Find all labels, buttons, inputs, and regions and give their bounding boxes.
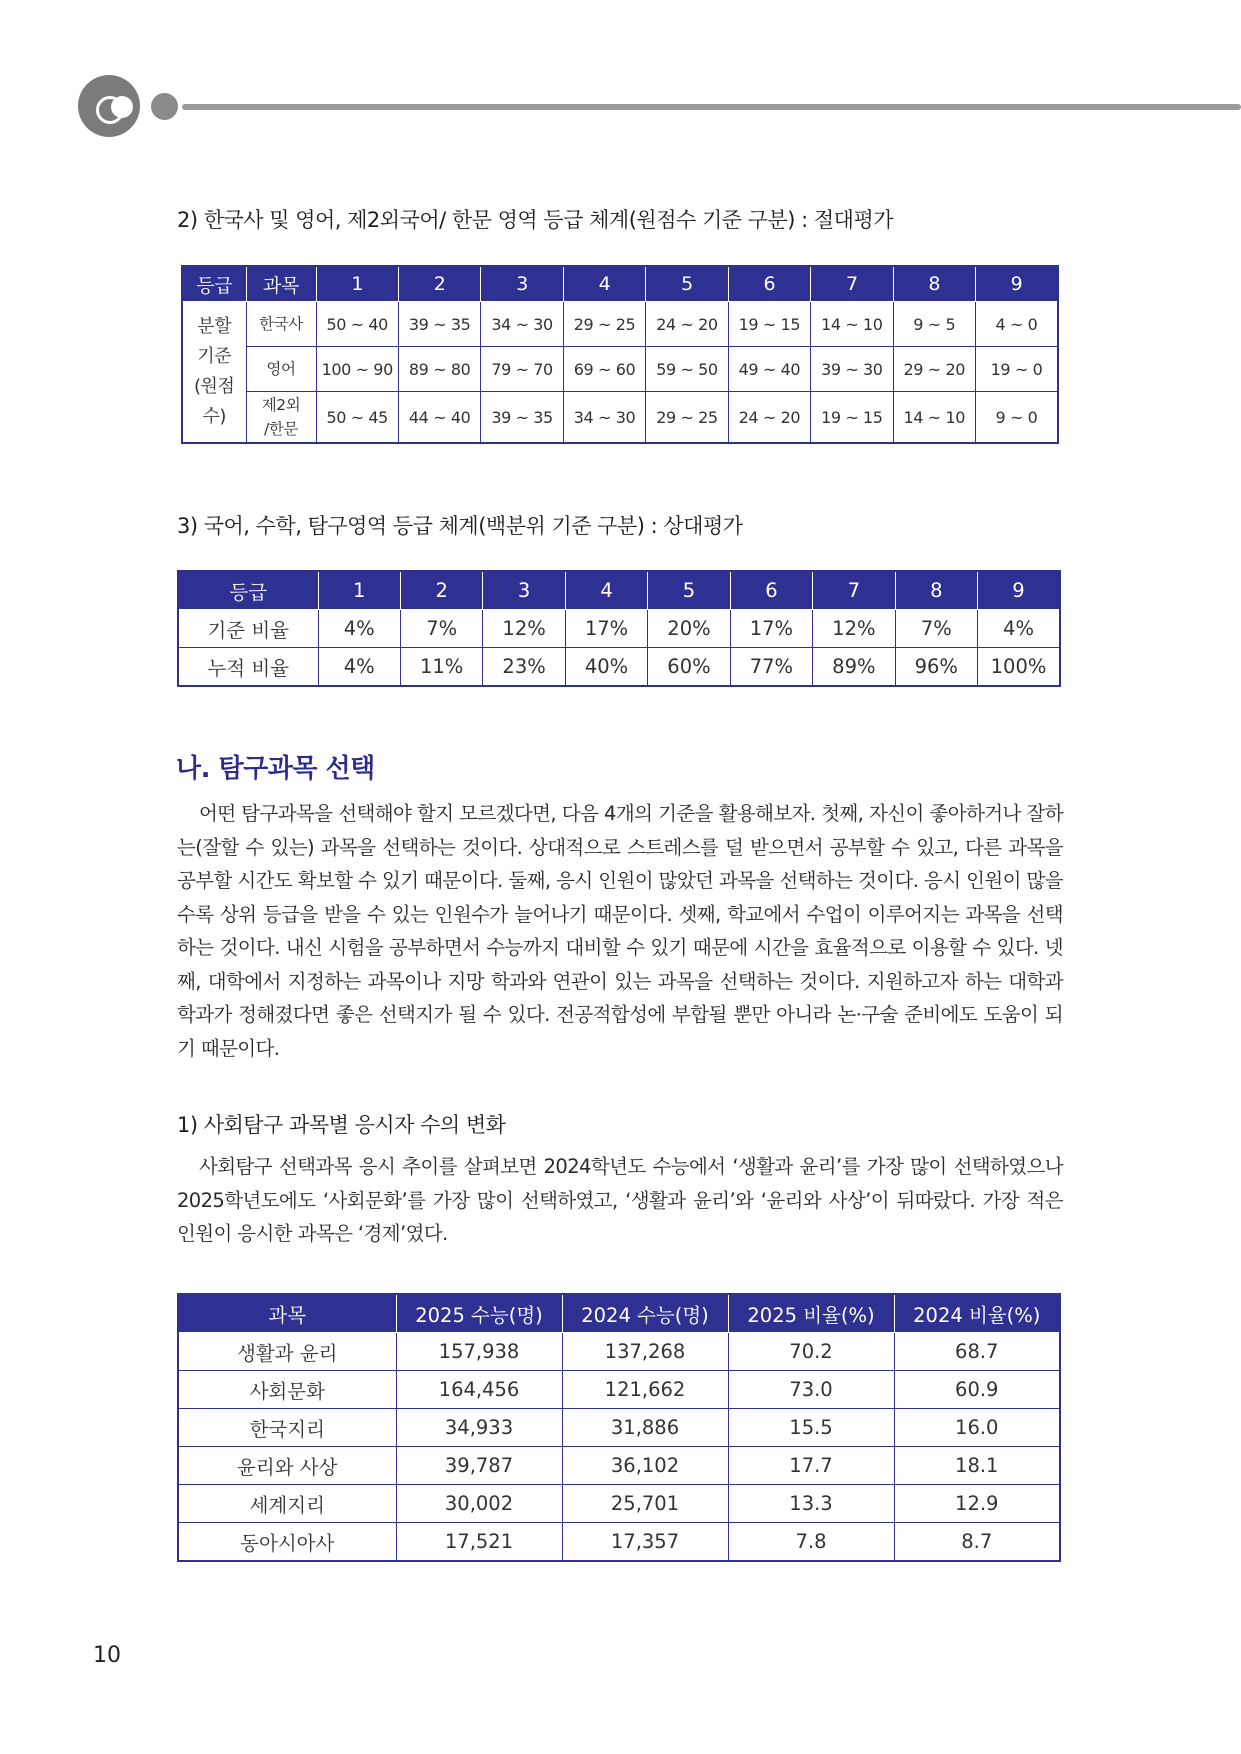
table-header-cell: 4: [563, 266, 645, 302]
table-cell: 사회문화: [178, 1371, 396, 1409]
table-cell: 39 ~ 35: [398, 302, 480, 347]
paragraph-text: 어떤 탐구과목을 선택해야 할지 모르겠다면, 다음 4개의 기준을 활용해보자. 첫째, 자신이 좋아하거나 잘하는(잘할 수 있는) 과목을 선택하는 것이다. 상대적으로 스트레스를 덜 받으면서 공부할 수 있고, 다른 과목을 공부할 시간도 확보할 수 있기 때문이다. 둘째, 응시 인원이 많았던 과목을 선택하는 것이다. 응시 인원이 많을수록 상위 등급을 받을 수 있는 인원수가 늘어나기 때문이다. 셋째, 학교에서 수업이 이루어지는 과목을 선택하는 것이다. 내신 시험을 공부하면서 수능까지 대비할 수 있기 때문에 시간을 효율적으로 이용할 수 있다. 넷째, 대학에서 지정하는 과목이나 지망 학과와 연관이 있는 과목을 선택하는 것이다. 지원하고자 하는 대학과 학과가 정해졌다면 좋은 선택지가 될 수 있다. 전공적합성에 부합될 뿐만 아니라 논·구술 준비에도 도움이 되기 때문이다.: [177, 802, 1063, 1060]
table-row: [178, 1447, 1060, 1485]
table-cell: 20%: [648, 610, 730, 648]
table-header-cell: 과목: [246, 266, 316, 302]
table-header-cell: 2: [398, 266, 480, 302]
table-cell: 59 ~ 50: [646, 347, 728, 392]
table-header-row: [178, 571, 1060, 610]
table-cell: 생활과 윤리: [178, 1333, 396, 1371]
table-cell: 4 ~ 0: [976, 302, 1059, 347]
table-header-cell: 4: [565, 571, 647, 610]
table-cell: 13.3: [728, 1485, 894, 1523]
table-cell: 9 ~ 5: [893, 302, 975, 347]
table-header-cell: 5: [648, 571, 730, 610]
table-cell: 24 ~ 20: [646, 302, 728, 347]
table-header-row: [182, 266, 1058, 302]
table-cell: 17%: [565, 610, 647, 648]
table-cell: 동아시아사: [178, 1523, 396, 1562]
table-header-cell: 과목: [178, 1294, 396, 1333]
table-cell: 68.7: [894, 1333, 1060, 1371]
section-title: 나. 탐구과목 선택: [176, 754, 375, 784]
table-cell: 18.1: [894, 1447, 1060, 1485]
table-cell: 윤리와 사상: [178, 1447, 396, 1485]
header-rule: [182, 104, 1241, 110]
social-studies-table: [177, 1293, 1061, 1562]
table-row: [178, 610, 1060, 648]
table-cell: 50 ~ 45: [316, 392, 398, 444]
table-cell: 36,102: [562, 1447, 728, 1485]
table-cell: 누적 비율: [178, 648, 318, 687]
table-row: [178, 648, 1060, 687]
table-cell: 24 ~ 20: [728, 392, 810, 444]
relative-grade-table: [177, 570, 1061, 687]
table-header-cell: 6: [728, 266, 810, 302]
table-row: [178, 1409, 1060, 1447]
table-cell: 39 ~ 35: [481, 392, 563, 444]
table-cell: 40%: [565, 648, 647, 687]
table-cell: 69 ~ 60: [563, 347, 645, 392]
table-cell: 17,357: [562, 1523, 728, 1562]
table-row: [182, 392, 1058, 444]
table-cell: 29 ~ 20: [893, 347, 975, 392]
table-cell: 34,933: [396, 1409, 562, 1447]
table-cell: 49 ~ 40: [728, 347, 810, 392]
table-cell: 14 ~ 10: [893, 392, 975, 444]
paragraph-text: 사회탐구 선택과목 응시 추이를 살펴보면 2024학년도 수능에서 ‘생활과 윤리’를 가장 많이 선택하였으나 2025학년도에도 ‘사회문화’를 가장 많이 선택하였고, ‘생활과 윤리’와 ‘윤리와 사상’이 뒤따랐다. 가장 적은 인원이 응시한 과목은 ‘경제’였다.: [177, 1155, 1063, 1245]
table-header-cell: 2025 수능(명): [396, 1294, 562, 1333]
subject-cell: [246, 392, 316, 444]
table-cell: 7%: [895, 610, 977, 648]
table-header-cell: 8: [895, 571, 977, 610]
table-cell: 157,938: [396, 1333, 562, 1371]
absolute-grade-table: [181, 265, 1059, 444]
table-cell: 9 ~ 0: [976, 392, 1059, 444]
table-cell: 60%: [648, 648, 730, 687]
table-header-row: [178, 1294, 1060, 1333]
table-row: [178, 1371, 1060, 1409]
subject-line: 제2외: [261, 396, 301, 414]
subheading-relative-grading: 3) 국어, 수학, 탐구영역 등급 체계(백분위 기준 구분) : 상대평가: [177, 514, 743, 538]
table-cell: 30,002: [396, 1485, 562, 1523]
body-paragraph: [177, 1150, 1063, 1251]
table-row: [178, 1485, 1060, 1523]
table-header-cell: 1: [316, 266, 398, 302]
table-cell: 17%: [730, 610, 812, 648]
subheading-social-studies: 1) 사회탐구 과목별 응시자 수의 변화: [177, 1113, 506, 1137]
table-header-cell: 2: [400, 571, 482, 610]
table-row: [178, 1523, 1060, 1562]
table-cell: 19 ~ 0: [976, 347, 1059, 392]
row-label-line: 분할: [197, 316, 232, 337]
subheading-absolute-grading: 2) 한국사 및 영어, 제2외국어/ 한문 영역 등급 체계(원점수 기준 구분) : 절대평가: [177, 208, 894, 232]
table-cell: 100 ~ 90: [316, 347, 398, 392]
table-header-cell: 2024 수능(명): [562, 1294, 728, 1333]
row-label-line: (원점: [193, 376, 235, 397]
table-cell: 89 ~ 80: [398, 347, 480, 392]
table-cell: 12%: [813, 610, 895, 648]
table-cell: 19 ~ 15: [811, 392, 893, 444]
table-header-cell: 7: [811, 266, 893, 302]
table-cell: 50 ~ 40: [316, 302, 398, 347]
table-header-cell: 2025 비율(%): [728, 1294, 894, 1333]
table-header-cell: 9: [978, 571, 1061, 610]
table-cell: 17,521: [396, 1523, 562, 1562]
table-header-cell: 6: [730, 571, 812, 610]
table-cell: 77%: [730, 648, 812, 687]
table-cell: 7.8: [728, 1523, 894, 1562]
table-cell: 기준 비율: [178, 610, 318, 648]
table-cell: 89%: [813, 648, 895, 687]
table-cell: 15.5: [728, 1409, 894, 1447]
table-row: [182, 302, 1058, 347]
table-cell: 11%: [400, 648, 482, 687]
table-cell: 39 ~ 30: [811, 347, 893, 392]
table-header-cell: 1: [318, 571, 400, 610]
table-cell: 4%: [318, 610, 400, 648]
table-header-cell: 5: [646, 266, 728, 302]
table-header-cell: 9: [976, 266, 1059, 302]
table-cell: 34 ~ 30: [563, 392, 645, 444]
header-bullet-icon: [151, 93, 178, 120]
table-cell: 34 ~ 30: [481, 302, 563, 347]
table-cell: 137,268: [562, 1333, 728, 1371]
table-cell: 14 ~ 10: [811, 302, 893, 347]
table-row: [178, 1333, 1060, 1371]
table-cell: 4%: [978, 610, 1061, 648]
page-number: 10: [93, 1643, 121, 1668]
table-cell: 31,886: [562, 1409, 728, 1447]
table-cell: 79 ~ 70: [481, 347, 563, 392]
table-cell: 17.7: [728, 1447, 894, 1485]
table-header-cell: 등급: [182, 266, 246, 302]
table-cell: 44 ~ 40: [398, 392, 480, 444]
table-header-cell: 3: [481, 266, 563, 302]
row-group-label: [182, 302, 246, 444]
table-cell: 29 ~ 25: [646, 392, 728, 444]
table-cell: 4%: [318, 648, 400, 687]
subject-cell: 한국사: [246, 302, 316, 347]
table-cell: 39,787: [396, 1447, 562, 1485]
table-header-cell: 2024 비율(%): [894, 1294, 1060, 1333]
subject-cell: 영어: [246, 347, 316, 392]
subject-line: /한문: [264, 420, 298, 438]
table-cell: 29 ~ 25: [563, 302, 645, 347]
table-cell: 12.9: [894, 1485, 1060, 1523]
table-cell: 164,456: [396, 1371, 562, 1409]
table-cell: 8.7: [894, 1523, 1060, 1562]
row-label-line: 수): [202, 406, 227, 427]
table-header-cell: 3: [483, 571, 565, 610]
table-cell: 한국지리: [178, 1409, 396, 1447]
body-paragraph: [177, 797, 1063, 1065]
table-cell: 73.0: [728, 1371, 894, 1409]
table-cell: 96%: [895, 648, 977, 687]
table-cell: 100%: [978, 648, 1061, 687]
table-cell: 16.0: [894, 1409, 1060, 1447]
table-cell: 19 ~ 15: [728, 302, 810, 347]
logo-dot-icon: [111, 96, 133, 118]
table-cell: 60.9: [894, 1371, 1060, 1409]
table-header-cell: 7: [813, 571, 895, 610]
table-cell: 23%: [483, 648, 565, 687]
table-cell: 25,701: [562, 1485, 728, 1523]
table-cell: 70.2: [728, 1333, 894, 1371]
table-header-cell: 8: [893, 266, 975, 302]
table-cell: 12%: [483, 610, 565, 648]
table-cell: 세계지리: [178, 1485, 396, 1523]
table-row: [182, 347, 1058, 392]
table-cell: 121,662: [562, 1371, 728, 1409]
table-header-cell: 등급: [178, 571, 318, 610]
table-cell: 7%: [400, 610, 482, 648]
row-label-line: 기준: [197, 346, 232, 367]
